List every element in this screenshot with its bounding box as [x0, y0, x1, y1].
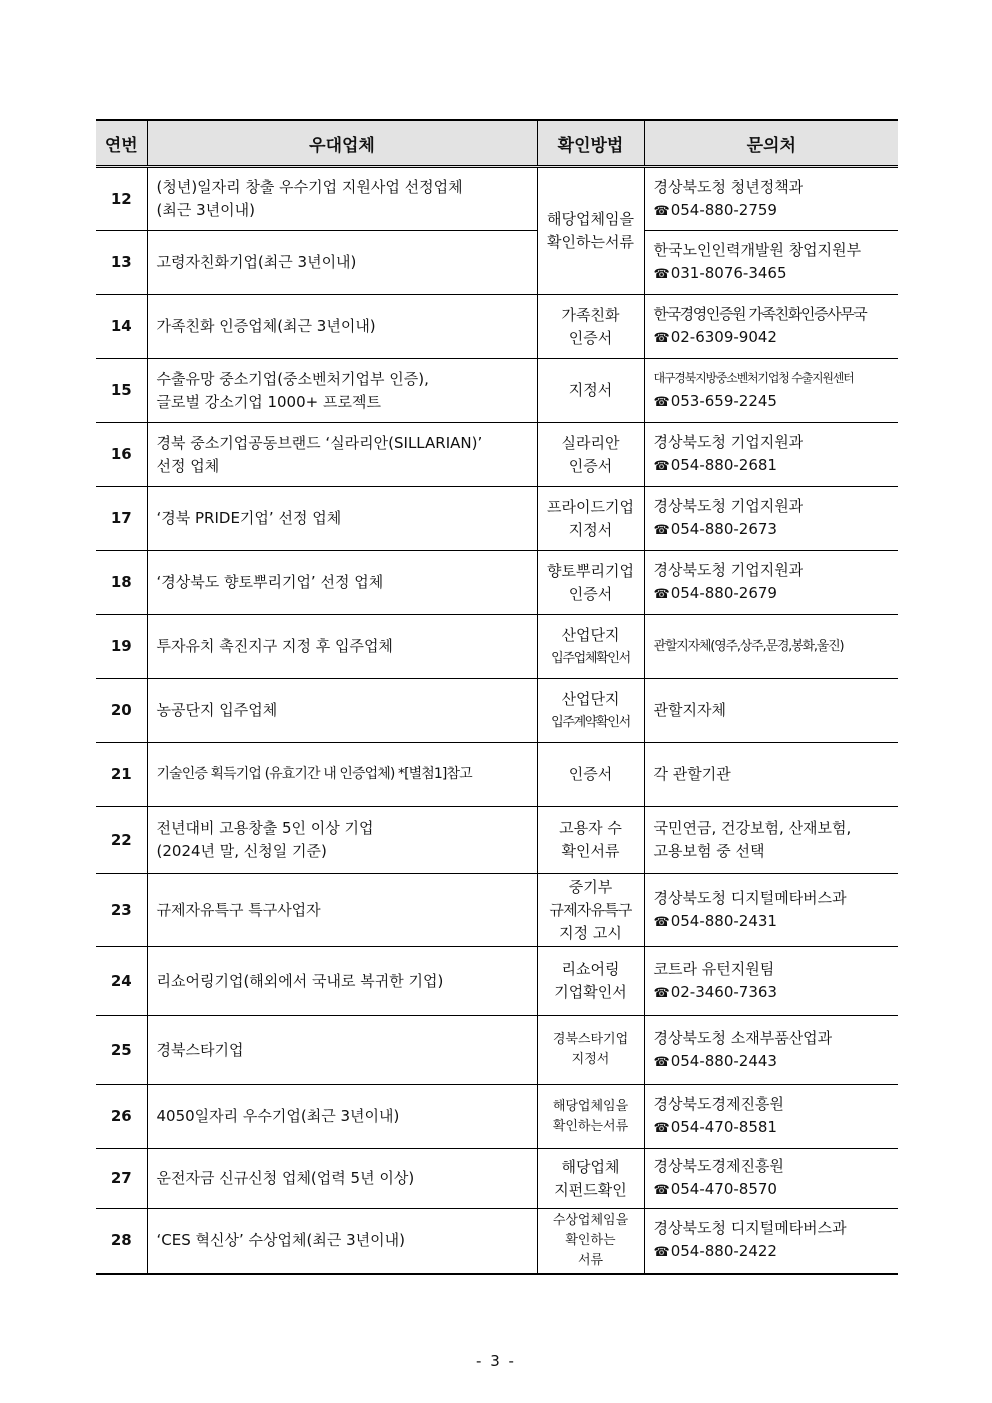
- row-no: 20: [96, 679, 147, 743]
- telephone-icon: ☎: [653, 459, 670, 474]
- header-contact: 문의처: [644, 120, 898, 167]
- row-item: 리쇼어링기업(해외에서 국내로 복귀한 기업): [147, 947, 537, 1016]
- table-row: [96, 947, 898, 1016]
- phone-number: 031-8076-3465: [670, 264, 787, 282]
- row-no: 18: [96, 551, 147, 615]
- table-row: [96, 231, 898, 295]
- row-no: 22: [96, 807, 147, 874]
- row-contact: 코트라 유턴지원팀 ☎02-3460-7363: [644, 947, 898, 1016]
- row-no: 25: [96, 1016, 147, 1085]
- row-method: 산업단지 입주계약확인서: [537, 679, 644, 743]
- row-method: 산업단지 입주업체확인서: [537, 615, 644, 679]
- row-no: 17: [96, 487, 147, 551]
- row-contact: 경상북도경제진흥원 ☎054-470-8581: [644, 1085, 898, 1149]
- row-item: 경북 중소기업공동브랜드 ‘실라리안(SILLARIAN)’ 선정 업체: [147, 423, 537, 487]
- table-row: [96, 551, 898, 615]
- row-method: 중기부 규제자유특구 지정 고시: [537, 874, 644, 947]
- header-no: 연번: [96, 120, 147, 167]
- telephone-icon: ☎: [653, 587, 670, 602]
- row-contact: 경상북도청 기업지원과 ☎054-880-2679: [644, 551, 898, 615]
- row-method: 경북스타기업 지정서: [537, 1016, 644, 1085]
- row-item: 수출유망 중소기업(중소벤처기업부 인증), 글로벌 강소기업 1000+ 프로젝트: [147, 359, 537, 423]
- phone-number: 054-470-8570: [670, 1180, 777, 1198]
- table-row: [96, 743, 898, 807]
- header-method: 확인방법: [537, 120, 644, 167]
- telephone-icon: ☎: [653, 395, 670, 410]
- table-row: [96, 295, 898, 359]
- row-item: ‘CES 혁신상’ 수상업체(최근 3년이내): [147, 1209, 537, 1274]
- row-contact: 한국경영인증원 가족친화인증사무국 ☎02-6309-9042: [644, 295, 898, 359]
- row-method: 리쇼어링 기업확인서: [537, 947, 644, 1016]
- row-item: 고령자친화기업(최근 3년이내): [147, 231, 537, 295]
- row-method: 향토뿌리기업 인증서: [537, 551, 644, 615]
- phone-number: 053-659-2245: [670, 392, 777, 410]
- row-no: 26: [96, 1085, 147, 1149]
- row-no: 27: [96, 1149, 147, 1209]
- table-row: [96, 1209, 898, 1274]
- row-item: 운전자금 신규신청 업체(업력 5년 이상): [147, 1149, 537, 1209]
- row-contact: 관할지자체: [644, 679, 898, 743]
- table-row: [96, 423, 898, 487]
- telephone-icon: ☎: [653, 1054, 670, 1070]
- row-contact: 각 관할기관: [644, 743, 898, 807]
- row-no: 23: [96, 874, 147, 947]
- table-row: [96, 167, 898, 231]
- row-no: 12: [96, 167, 147, 231]
- row-item: 투자유치 촉진지구 지정 후 입주업체: [147, 615, 537, 679]
- row-method: 실라리안 인증서: [537, 423, 644, 487]
- row-contact: 국민연금, 건강보험, 산재보험, 고용보험 중 선택: [644, 807, 898, 874]
- row-no: 21: [96, 743, 147, 807]
- row-contact: 관할지자체(영주,상주,문경,봉화,울진): [644, 615, 898, 679]
- row-contact: 대구경북지방중소벤처기업청 수출지원센터 ☎053-659-2245: [644, 359, 898, 423]
- phone-number: 054-880-2679: [670, 584, 777, 602]
- row-no: 28: [96, 1209, 147, 1274]
- row-item: 전년대비 고용창출 5인 이상 기업 (2024년 말, 신청일 기준): [147, 807, 537, 874]
- table-row: [96, 359, 898, 423]
- row-contact: 경상북도청 디지털메타버스과 ☎054-880-2431: [644, 874, 898, 947]
- phone-number: 054-880-2759: [670, 200, 777, 219]
- row-contact: 경상북도청 청년정책과 ☎054-880-2759: [644, 167, 898, 231]
- telephone-icon: ☎: [653, 267, 670, 282]
- row-method: 가족친화 인증서: [537, 295, 644, 359]
- row-no: 16: [96, 423, 147, 487]
- preferred-company-table: [96, 119, 898, 1275]
- row-no: 14: [96, 295, 147, 359]
- table-row: [96, 1016, 898, 1085]
- row-no: 19: [96, 615, 147, 679]
- phone-number: 02-6309-9042: [670, 328, 777, 346]
- phone-number: 054-880-2422: [670, 1242, 777, 1261]
- table-row: [96, 615, 898, 679]
- row-contact: 경상북도청 디지털메타버스과 ☎054-880-2422: [644, 1209, 898, 1274]
- table-row: [96, 1085, 898, 1149]
- row-item: ‘경북 PRIDE기업’ 선정 업체: [147, 487, 537, 551]
- row-contact: 한국노인인력개발원 창업지원부 ☎031-8076-3465: [644, 231, 898, 295]
- telephone-icon: ☎: [653, 1245, 670, 1261]
- table-row: [96, 1149, 898, 1209]
- row-contact: 경상북도청 기업지원과 ☎054-880-2681: [644, 423, 898, 487]
- telephone-icon: ☎: [653, 331, 670, 346]
- row-contact: 경상북도청 기업지원과 ☎054-880-2673: [644, 487, 898, 551]
- phone-number: 02-3460-7363: [670, 982, 777, 1001]
- table-header-row: [96, 120, 898, 167]
- table-row: [96, 807, 898, 874]
- telephone-icon: ☎: [653, 203, 670, 219]
- phone-number: 054-880-2681: [670, 456, 777, 474]
- telephone-icon: ☎: [653, 1183, 670, 1198]
- telephone-icon: ☎: [653, 914, 670, 930]
- phone-number: 054-880-2443: [670, 1051, 777, 1070]
- phone-number: 054-880-2673: [670, 520, 777, 538]
- row-item: (청년)일자리 창출 우수기업 지원사업 선정업체 (최근 3년이내): [147, 167, 537, 231]
- row-item: 4050일자리 우수기업(최근 3년이내): [147, 1085, 537, 1149]
- row-contact: 경상북도청 소재부품산업과 ☎054-880-2443: [644, 1016, 898, 1085]
- row-method: 고용자 수 확인서류: [537, 807, 644, 874]
- phone-number: 054-880-2431: [670, 911, 777, 930]
- row-method: 프라이드기업 지정서: [537, 487, 644, 551]
- row-method: 해당업체 지펀드확인: [537, 1149, 644, 1209]
- row-no: 13: [96, 231, 147, 295]
- row-item: 가족친화 인증업체(최근 3년이내): [147, 295, 537, 359]
- row-method: 지정서: [537, 359, 644, 423]
- table-row: [96, 679, 898, 743]
- row-method: 수상업체임을 확인하는 서류: [537, 1209, 644, 1274]
- phone-number: 054-470-8581: [670, 1118, 777, 1136]
- row-item: 농공단지 입주업체: [147, 679, 537, 743]
- row-method: 인증서: [537, 743, 644, 807]
- row-no: 15: [96, 359, 147, 423]
- preferred-company-table-wrapper: [96, 119, 898, 1275]
- header-item: 우대업체: [147, 120, 537, 167]
- page-number: - 3 -: [476, 1352, 516, 1370]
- row-method: 해당업체임을 확인하는서류: [537, 167, 644, 295]
- row-method: 해당업체임을 확인하는서류: [537, 1085, 644, 1149]
- telephone-icon: ☎: [653, 523, 670, 538]
- row-item: ‘경상북도 향토뿌리기업’ 선정 업체: [147, 551, 537, 615]
- table-row: [96, 874, 898, 947]
- row-item: 기술인증 획득기업 (유효기간 내 인증업체) *[별첨1]참고: [147, 743, 537, 807]
- row-no: 24: [96, 947, 147, 1016]
- row-contact: 경상북도경제진흥원 ☎054-470-8570: [644, 1149, 898, 1209]
- row-item: 경북스타기업: [147, 1016, 537, 1085]
- telephone-icon: ☎: [653, 1121, 670, 1136]
- telephone-icon: ☎: [653, 985, 670, 1001]
- row-item: 규제자유특구 특구사업자: [147, 874, 537, 947]
- table-row: [96, 487, 898, 551]
